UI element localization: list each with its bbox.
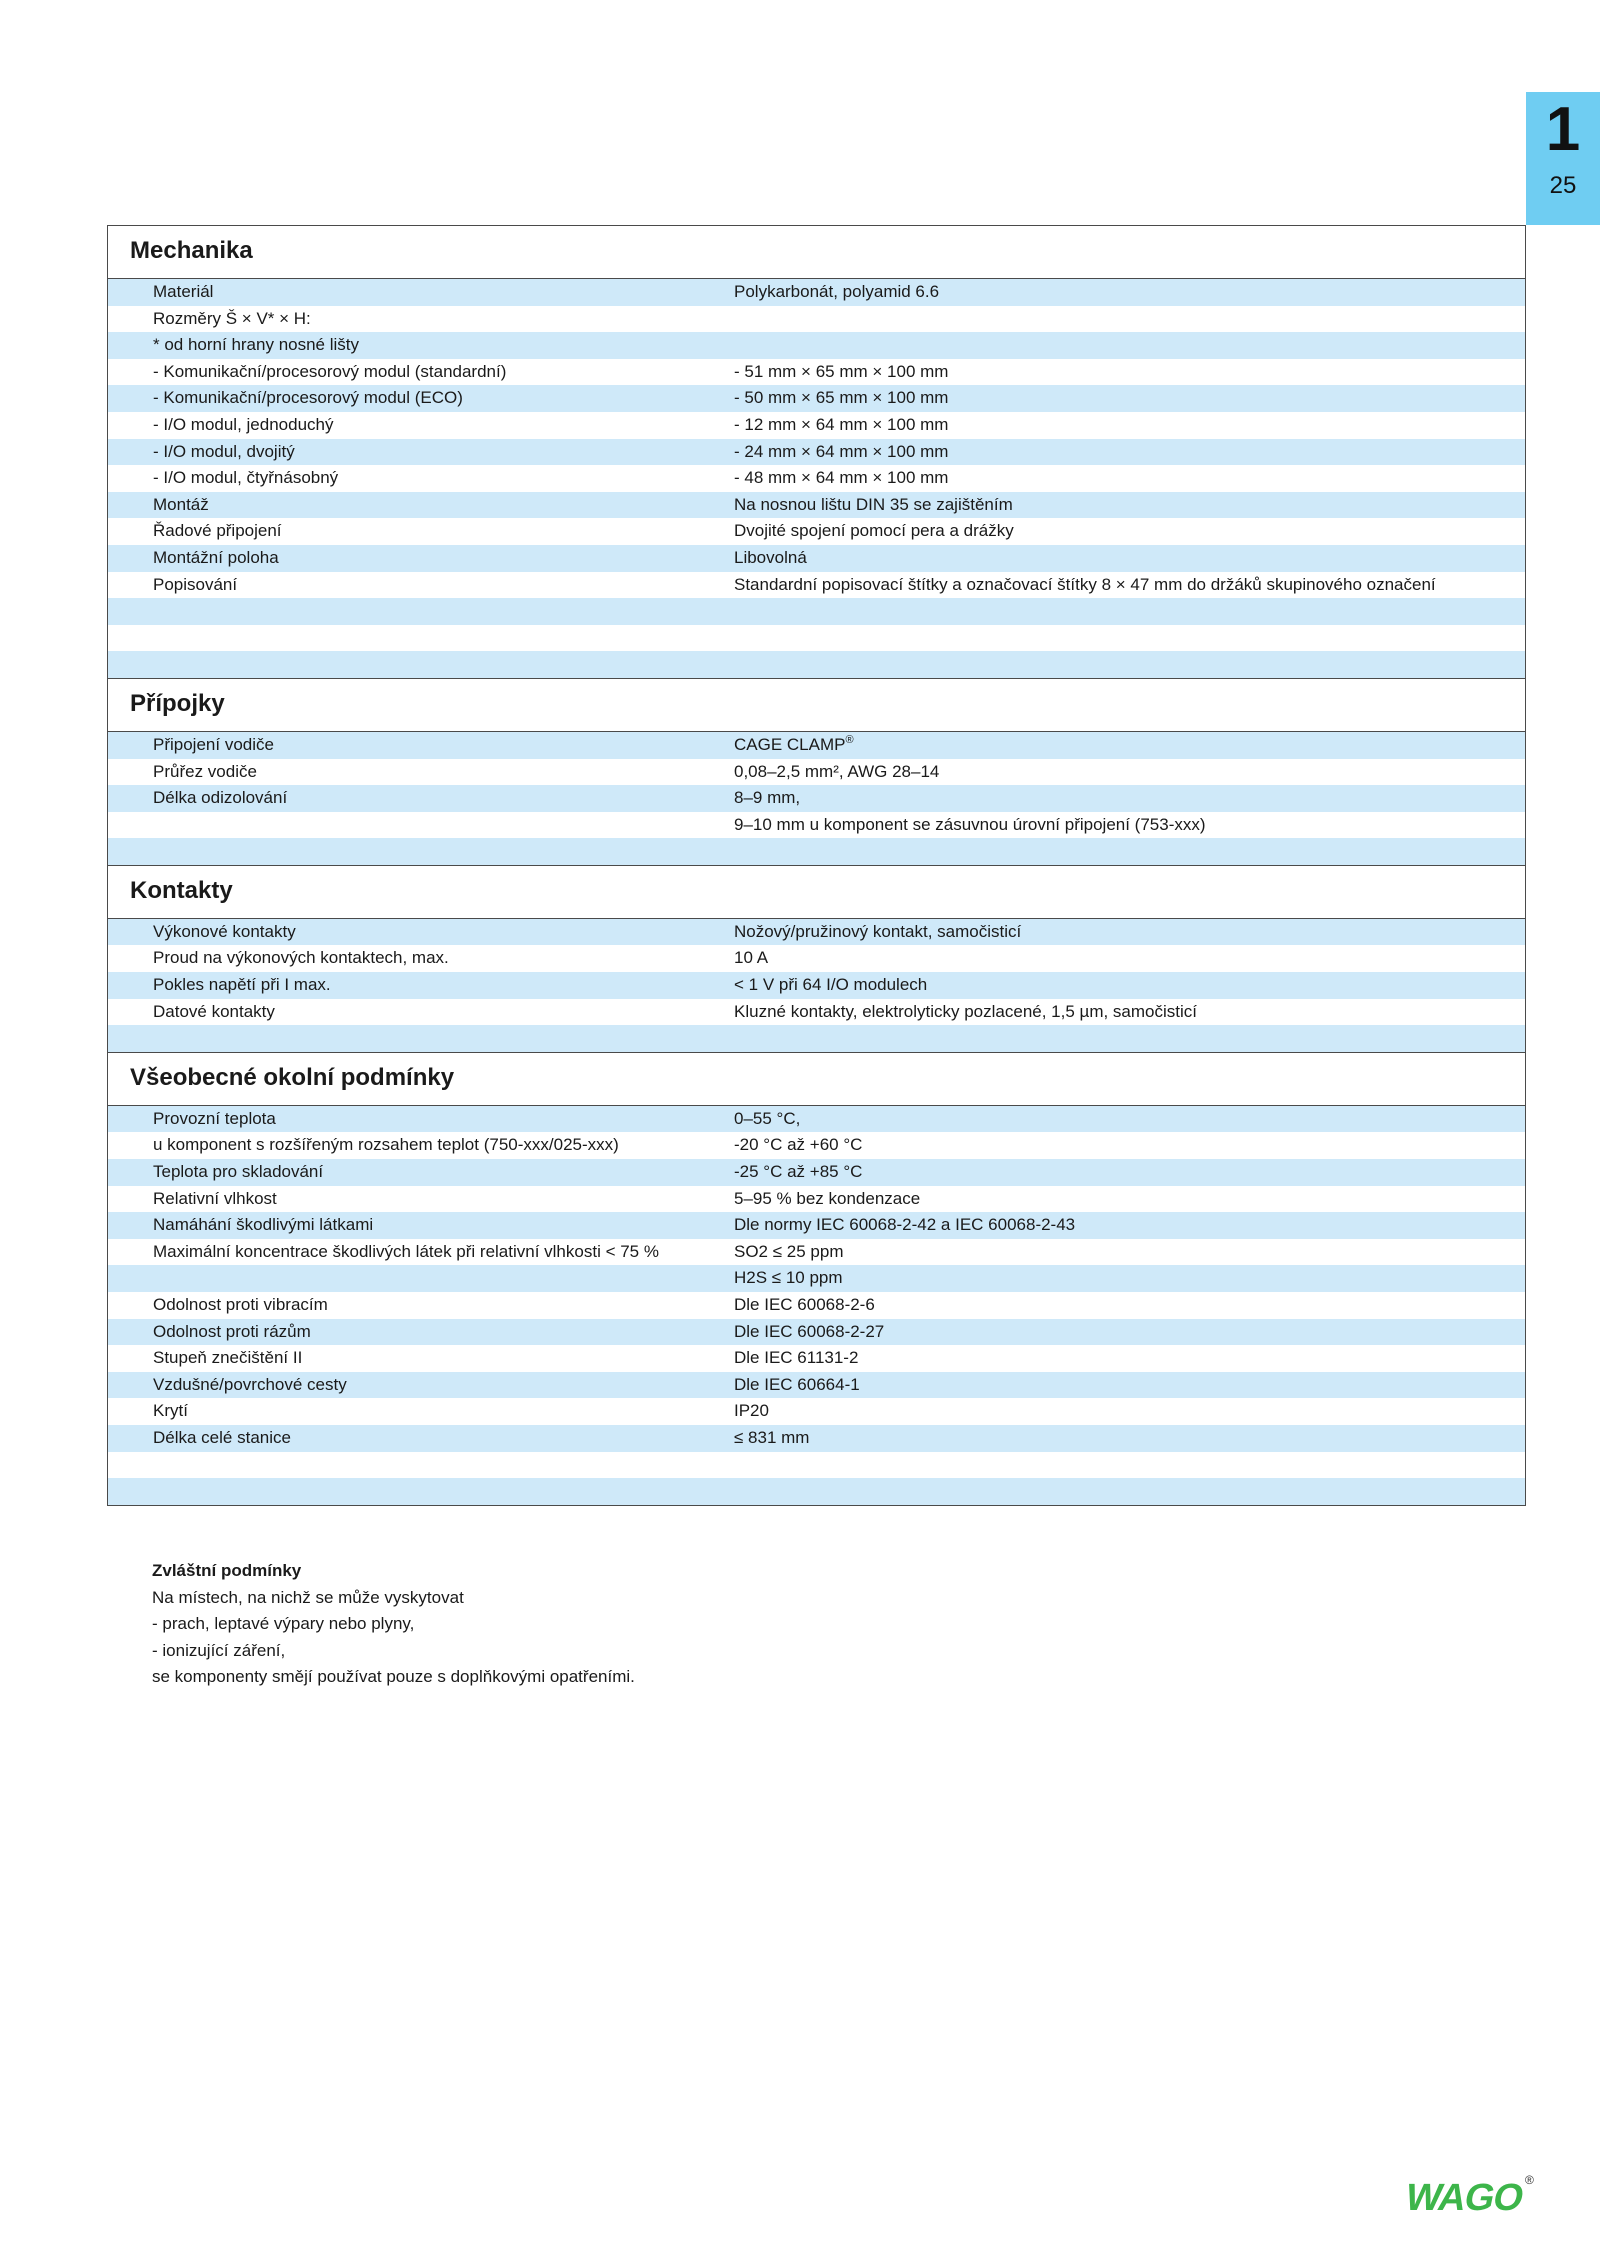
row-value-text: SO2 ≤ 25 ppm (734, 1241, 844, 1261)
special-conditions-line: - prach, leptavé výpary nebo plyny, (152, 1614, 415, 1634)
row-label: - Komunikační/procesorový modul (standardní) (153, 361, 507, 381)
section-title: Všeobecné okolní podmínky (130, 1063, 455, 1091)
section-rows (108, 1106, 1525, 1506)
row-value-text: 8–9 mm, (734, 788, 801, 808)
spec-table (107, 225, 1526, 1506)
row-label: Výkonové kontakty (153, 921, 296, 941)
table-row (108, 306, 1525, 333)
table-row (108, 412, 1525, 439)
table-row (108, 545, 1525, 572)
table-row (108, 785, 1525, 812)
row-label: Odolnost proti rázům (153, 1321, 311, 1341)
row-label: Montážní poloha (153, 547, 279, 567)
row-value-text: Nožový/pružinový kontakt, samočisticí (734, 921, 1022, 941)
row-value (734, 385, 948, 412)
section-header (108, 866, 1525, 919)
table-row (108, 359, 1525, 386)
row-value (734, 1159, 862, 1186)
table-row (108, 465, 1525, 492)
row-value-text: Dle IEC 61131-2 (734, 1348, 859, 1368)
row-value-text: Standardní popisovací štítky a označovací štítky 8 × 47 mm do držáků skupinového označení (734, 574, 1436, 594)
row-value (734, 1212, 1075, 1239)
special-conditions-line: se komponenty smějí používat pouze s doplňkovými opatřeními. (152, 1667, 635, 1687)
row-value-text: 9–10 mm u komponent se zásuvnou úrovní připojení (753-xxx) (734, 814, 1206, 834)
section-rows (108, 919, 1525, 1053)
row-value-text: Dle IEC 60068-2-27 (734, 1321, 885, 1341)
row-value-text: H2S ≤ 10 ppm (734, 1268, 843, 1288)
row-value (734, 1186, 920, 1213)
row-label: Provozní teplota (153, 1108, 276, 1128)
row-value (734, 439, 948, 466)
row-label: Stupeň znečištění II (153, 1348, 303, 1368)
special-conditions-line: Na místech, na nichž se může vyskytovat (152, 1587, 464, 1607)
table-row (108, 1239, 1525, 1266)
table-row (108, 332, 1525, 359)
table-row (108, 1186, 1525, 1213)
row-value (734, 518, 1014, 545)
row-label: u komponent s rozšířeným rozsahem teplot (750-xxx/025-xxx) (153, 1135, 619, 1155)
row-value (734, 1425, 809, 1452)
row-value-text: -20 °C až +60 °C (734, 1135, 863, 1155)
wago-logo-mark: ® (1525, 2173, 1534, 2187)
row-label: Odolnost proti vibracím (153, 1295, 328, 1314)
section-title: Mechanika (130, 237, 253, 264)
row-value-text: 10 A (734, 948, 769, 968)
table-row (108, 1159, 1525, 1186)
row-value (734, 279, 939, 306)
page-number: 25 (1549, 172, 1577, 199)
row-label: - I/O modul, jednoduchý (153, 414, 334, 434)
table-row (108, 759, 1525, 786)
table-row (108, 1212, 1525, 1239)
row-label: - I/O modul, dvojitý (153, 441, 295, 461)
row-value-text: Libovolná (734, 547, 807, 567)
row-label: Datové kontakty (153, 1001, 275, 1021)
row-value-text: Dle normy IEC 60068-2-42 a IEC 60068-2-43 (734, 1215, 1076, 1235)
row-value (734, 359, 948, 386)
row-value (734, 545, 807, 572)
row-label: Teplota pro skladování (153, 1162, 324, 1182)
row-label: Pokles napětí při I max. (153, 975, 331, 995)
row-value-text: Dvojité spojení pomocí pera a drážky (734, 521, 1014, 541)
special-conditions-title: Zvláštní podmínky (152, 1561, 302, 1580)
row-value-text: -25 °C až +85 °C (734, 1162, 863, 1182)
table-row (108, 385, 1525, 412)
row-label: Materiál (153, 282, 214, 301)
row-value (734, 812, 1206, 839)
table-row (108, 1106, 1525, 1133)
table-row (108, 732, 1525, 759)
table-row (108, 439, 1525, 466)
table-row (108, 1398, 1525, 1425)
section-header (108, 679, 1525, 732)
section-title: Přípojky (130, 689, 225, 717)
table-row (108, 1452, 1525, 1479)
row-value-text: Dle IEC 60068-2-6 (734, 1295, 875, 1314)
row-label: Krytí (153, 1401, 188, 1421)
row-value-text: - 24 mm × 64 mm × 100 mm (734, 441, 949, 461)
table-row (108, 492, 1525, 519)
row-value-text: < 1 V při 64 I/O modulech (734, 975, 928, 995)
row-value-text: Polykarbonát, polyamid 6.6 (734, 282, 940, 301)
row-value (734, 1106, 800, 1133)
row-label: Délka celé stanice (153, 1427, 291, 1447)
section-title: Kontakty (130, 876, 233, 904)
section-rows (108, 279, 1525, 679)
row-value-text: - 48 mm × 64 mm × 100 mm (734, 468, 949, 488)
table-row (108, 999, 1525, 1026)
table-row (108, 1265, 1525, 1292)
row-label: Montáž (153, 494, 209, 514)
row-label: - I/O modul, čtyřnásobný (153, 468, 339, 488)
row-label: Rozměry Š × V* × H: (153, 308, 311, 328)
table-row (108, 812, 1525, 839)
table-row (108, 572, 1525, 599)
row-value (734, 1292, 875, 1319)
row-label: Popisování (153, 574, 238, 594)
row-label: Průřez vodiče (153, 761, 257, 781)
registered-mark: ® (845, 733, 854, 746)
table-row (108, 1372, 1525, 1399)
section-header (108, 226, 1525, 279)
table-row (108, 919, 1525, 946)
special-conditions (152, 1558, 635, 1691)
table-row (108, 1319, 1525, 1346)
special-conditions-line: - ionizující záření, (152, 1640, 286, 1660)
row-value (734, 1319, 884, 1346)
row-label: Proud na výkonových kontaktech, max. (153, 948, 449, 968)
chapter-number: 1 (1545, 95, 1581, 164)
row-label: Maximální koncentrace škodlivých látek při relativní vlhkosti < 75 % (153, 1241, 659, 1261)
row-value (734, 1398, 769, 1425)
row-value-text: CAGE CLAMP (734, 734, 846, 754)
table-row (108, 945, 1525, 972)
row-value (734, 759, 939, 786)
row-value (734, 1239, 844, 1266)
table-row (108, 1132, 1525, 1159)
row-label: Řadové připojení (153, 521, 282, 541)
row-label: Vzdušné/povrchové cesty (153, 1374, 347, 1394)
row-value (734, 1265, 843, 1292)
row-value-text: - 12 mm × 64 mm × 100 mm (734, 414, 949, 434)
row-label: Namáhání škodlivými látkami (153, 1215, 374, 1235)
row-value (734, 412, 948, 439)
row-value (734, 1345, 858, 1372)
wago-logo-text: WAGO (1401, 2176, 1527, 2219)
table-row (108, 651, 1525, 678)
row-value (734, 492, 1013, 519)
row-label: Připojení vodiče (153, 734, 274, 754)
row-label: Relativní vlhkost (153, 1188, 277, 1208)
row-value (734, 465, 948, 492)
row-value-text: - 50 mm × 65 mm × 100 mm (734, 388, 949, 408)
row-value-text: Dle IEC 60664-1 (734, 1374, 860, 1394)
row-value (734, 972, 927, 999)
row-value-text: IP20 (734, 1401, 769, 1421)
row-value (734, 785, 800, 812)
table-row (108, 838, 1525, 865)
table-row (108, 279, 1525, 306)
section-header (108, 1053, 1525, 1106)
table-row (108, 1425, 1525, 1452)
row-value (734, 1132, 862, 1159)
row-value-text: ≤ 831 mm (734, 1427, 810, 1447)
table-row (108, 518, 1525, 545)
row-value-text: 0,08–2,5 mm², AWG 28–14 (734, 761, 940, 781)
table-row (108, 1345, 1525, 1372)
row-value (734, 945, 768, 972)
row-label: - Komunikační/procesorový modul (ECO) (153, 388, 463, 408)
row-value-text: Na nosnou lištu DIN 35 se zajištěním (734, 494, 1013, 514)
row-value-text: - 51 mm × 65 mm × 100 mm (734, 361, 949, 381)
table-row (108, 598, 1525, 625)
row-label: Délka odizolování (153, 788, 288, 808)
table-row (108, 625, 1525, 652)
row-value (734, 732, 854, 759)
row-value-text: Kluzné kontakty, elektrolyticky pozlacené, 1,5 µm, samočisticí (734, 1001, 1198, 1021)
row-value (734, 999, 1197, 1026)
row-value-text: 0–55 °C, (734, 1108, 801, 1128)
table-row (108, 1025, 1525, 1052)
table-row (108, 1478, 1525, 1505)
table-row (108, 1292, 1525, 1319)
section-rows (108, 732, 1525, 866)
table-row (108, 972, 1525, 999)
row-value (734, 572, 1436, 599)
chapter-tab (1526, 92, 1600, 225)
row-value-text: 5–95 % bez kondenzace (734, 1188, 921, 1208)
wago-logo (1394, 2170, 1539, 2220)
row-label: * od horní hrany nosné lišty (153, 335, 360, 355)
row-value (734, 919, 1021, 946)
row-value (734, 1372, 860, 1399)
